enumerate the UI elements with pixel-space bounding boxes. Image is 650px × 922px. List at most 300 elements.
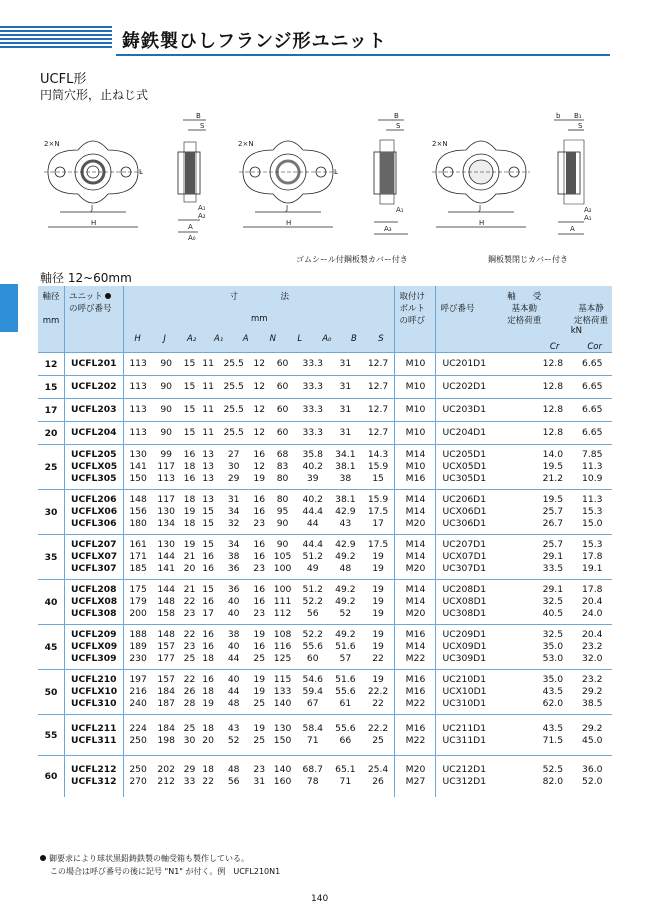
table-cell xyxy=(152,756,180,797)
table-cell xyxy=(152,490,180,535)
cell-value: 171 xyxy=(129,550,147,562)
table-cell xyxy=(436,353,533,376)
bore-cell: 35 xyxy=(38,535,65,580)
dim-col-header: A₁ xyxy=(214,334,224,344)
cell-value: 38.1 xyxy=(335,460,356,472)
table-cell xyxy=(329,715,362,756)
cell-value: 22 xyxy=(183,673,196,685)
table-cell xyxy=(180,422,199,445)
cell-value: 25 xyxy=(183,722,196,734)
cell-value: UC310D1 xyxy=(442,698,487,710)
dim-col-header: J xyxy=(163,334,166,344)
table-cell xyxy=(217,580,250,625)
table-cell xyxy=(152,445,180,490)
table-cell xyxy=(269,715,297,756)
col-bore: 軸径 mm xyxy=(38,286,65,353)
cell-value: 105 xyxy=(273,550,292,562)
table-cell xyxy=(436,756,533,797)
cell-value: UCX08D1 xyxy=(442,595,487,607)
cell-value: 23 xyxy=(183,640,196,652)
cell-value: 15 xyxy=(183,403,196,415)
cell-value: 49.2 xyxy=(335,628,356,640)
cell-value: 90 xyxy=(160,357,173,369)
cell-value: 51.2 xyxy=(302,550,324,562)
svg-text:A₂: A₂ xyxy=(198,212,206,220)
cell-value: UC208D1 xyxy=(442,583,487,595)
cell-value: 18 xyxy=(202,685,214,697)
cell-value: 19.5 xyxy=(542,493,564,505)
cell-value: 48 xyxy=(227,764,240,776)
cell-value: M22 xyxy=(405,735,426,746)
cell-value: 198 xyxy=(157,735,175,746)
cell-value: 78 xyxy=(306,776,319,788)
cell-value: UC206D1 xyxy=(442,493,487,505)
cell-value: 111 xyxy=(273,595,292,607)
cell-value: 68 xyxy=(276,448,289,460)
cell-value: 15.0 xyxy=(582,518,603,530)
cell-value: 33.3 xyxy=(302,403,324,415)
table-cell xyxy=(395,715,436,756)
dim-col-header: A₀ xyxy=(322,334,332,344)
cell-value: 42.9 xyxy=(335,538,356,550)
cell-value: 52.2 xyxy=(302,628,324,640)
svg-text:B: B xyxy=(196,112,201,120)
table-cell xyxy=(395,422,436,445)
cell-value: 90 xyxy=(276,538,289,550)
table-cell xyxy=(573,625,612,670)
col-bearing: 軸 受 呼び番号 基本動 定格荷重 基本静 定格荷重 kN Cr Cor xyxy=(436,286,612,353)
cell-value: 230 xyxy=(129,653,147,665)
cell-value: 113 xyxy=(129,357,147,369)
cell-value: 189 xyxy=(129,640,147,652)
cell-value: M10 xyxy=(405,380,426,392)
table-row xyxy=(38,715,612,756)
cell-value: 15 xyxy=(202,505,214,517)
cell-value: 25.5 xyxy=(223,357,244,369)
cell-value: 25.4 xyxy=(367,764,389,776)
table-header xyxy=(38,286,612,353)
table-row xyxy=(38,422,612,445)
cell-value: 19 xyxy=(372,673,384,685)
cell-value: UC312D1 xyxy=(442,776,487,788)
cell-value: 26 xyxy=(372,776,384,788)
table-cell xyxy=(329,399,362,422)
cell-value: 16 xyxy=(253,538,266,550)
table-cell xyxy=(199,625,218,670)
cell-value: 16 xyxy=(202,640,214,652)
dimension-table xyxy=(38,286,612,797)
table-cell xyxy=(180,756,199,797)
svg-text:b: b xyxy=(556,112,561,120)
cell-value: 16 xyxy=(253,505,266,517)
cell-value: M16 xyxy=(405,722,426,734)
cell-value: M27 xyxy=(405,776,426,788)
cell-value: UCFL204 xyxy=(71,426,117,438)
col-unit-no: ユニット の呼び番号 xyxy=(65,286,124,353)
cell-value: 158 xyxy=(157,608,175,620)
table-cell xyxy=(362,353,395,376)
table-cell xyxy=(250,353,269,376)
cell-value: 17.5 xyxy=(367,505,389,517)
cell-value: UC202D1 xyxy=(442,380,487,392)
cell-value: 11 xyxy=(202,380,214,392)
cell-value: 56 xyxy=(227,776,240,788)
cell-value: M10 xyxy=(405,357,426,369)
table-cell xyxy=(250,422,269,445)
cell-value: 68.7 xyxy=(302,764,324,776)
svg-text:2×N: 2×N xyxy=(238,140,254,148)
model-name: UCFL形 xyxy=(40,72,87,87)
cell-value: 6.65 xyxy=(582,357,603,369)
cell-value: 15 xyxy=(202,518,214,530)
cell-value: 12.7 xyxy=(367,357,389,369)
cell-value: 16 xyxy=(253,550,266,562)
cell-value: 23 xyxy=(253,518,266,530)
table-cell xyxy=(65,490,124,535)
cell-value: M16 xyxy=(405,685,426,697)
cell-value: 13 xyxy=(202,448,214,460)
cell-value: 17.8 xyxy=(582,550,603,562)
table-cell xyxy=(395,353,436,376)
table-cell xyxy=(250,445,269,490)
cell-value: 25 xyxy=(253,698,266,710)
cell-value: UCFL309 xyxy=(71,653,117,665)
cell-value: 56 xyxy=(306,608,319,620)
cell-value: 15 xyxy=(183,426,196,438)
cell-value: 180 xyxy=(129,518,147,530)
table-cell xyxy=(395,625,436,670)
cell-value: 71 xyxy=(306,735,319,746)
cell-value: 188 xyxy=(129,628,147,640)
cell-value: 179 xyxy=(129,595,147,607)
table-cell xyxy=(297,715,330,756)
cell-value: 24.0 xyxy=(582,608,603,620)
cell-value: 38 xyxy=(227,628,240,640)
cell-value: 16 xyxy=(253,583,266,595)
cell-value: M22 xyxy=(405,698,426,710)
svg-text:2×N: 2×N xyxy=(432,140,448,148)
table-cell xyxy=(362,376,395,399)
table-cell xyxy=(533,399,572,422)
title-bar xyxy=(0,0,650,52)
table-cell xyxy=(250,580,269,625)
title-underline xyxy=(116,54,610,56)
cell-value: 25 xyxy=(372,735,384,746)
cell-value: 60 xyxy=(276,380,289,392)
cell-value: 177 xyxy=(157,653,175,665)
table-cell xyxy=(124,376,153,399)
cell-value: 144 xyxy=(157,550,175,562)
cell-value: UCFL209 xyxy=(71,628,117,640)
cell-value: UCFL305 xyxy=(71,473,117,485)
table-cell xyxy=(180,399,199,422)
table-cell xyxy=(269,490,297,535)
table-cell xyxy=(573,535,612,580)
table-cell xyxy=(573,715,612,756)
cell-value: 16 xyxy=(202,595,214,607)
cell-value: 51.6 xyxy=(335,673,356,685)
table-cell xyxy=(362,535,395,580)
cell-value: 58.4 xyxy=(302,722,324,734)
table-cell xyxy=(297,399,330,422)
table-cell xyxy=(329,625,362,670)
cell-value: 82.0 xyxy=(542,776,564,788)
cell-value: 90 xyxy=(276,518,289,530)
cell-value: 26.7 xyxy=(542,518,564,530)
table-row xyxy=(38,490,612,535)
cell-value: UCFL202 xyxy=(71,380,117,392)
svg-text:A₁: A₁ xyxy=(396,206,404,214)
cell-value: UCFLX08 xyxy=(71,595,118,607)
cell-value: 6.65 xyxy=(582,403,603,415)
cell-value: 31 xyxy=(227,493,240,505)
cell-value: 44.4 xyxy=(302,505,324,517)
table-cell xyxy=(395,490,436,535)
cell-value: 34 xyxy=(227,505,240,517)
table-cell xyxy=(269,376,297,399)
table-cell xyxy=(250,756,269,797)
table-cell xyxy=(573,756,612,797)
cell-value: 6.65 xyxy=(582,380,603,392)
table-cell xyxy=(180,353,199,376)
table-cell xyxy=(573,422,612,445)
footnote-line2: この場合は呼び番号の後に記号 "N1" が付く。例 UCFL210N1 xyxy=(50,867,281,876)
cell-value: 11 xyxy=(202,403,214,415)
cell-value: 17.8 xyxy=(582,583,603,595)
cell-value: 43.5 xyxy=(542,722,564,734)
table-cell xyxy=(152,670,180,715)
col-dimensions: 寸 法 mm H J A₂ A₁ A N L A₀ B S xyxy=(124,286,395,353)
table-cell xyxy=(533,670,572,715)
table-cell xyxy=(250,715,269,756)
cell-value: 113 xyxy=(129,403,147,415)
cell-value: 29 xyxy=(227,473,240,485)
cell-value: 17 xyxy=(372,518,384,530)
svg-text:J: J xyxy=(479,204,482,212)
cell-value: 40.2 xyxy=(302,493,324,505)
table-cell xyxy=(362,756,395,797)
cell-value: 80 xyxy=(276,473,289,485)
cell-value: UCFL306 xyxy=(71,518,117,530)
table-cell xyxy=(65,580,124,625)
cell-value: 53.0 xyxy=(542,653,564,665)
cell-value: 18 xyxy=(202,764,214,776)
cell-value: M16 xyxy=(405,673,426,685)
cell-value: 34 xyxy=(227,538,240,550)
svg-text:J: J xyxy=(286,204,289,212)
cell-value: M14 xyxy=(405,583,426,595)
cell-value: M14 xyxy=(405,595,426,607)
cell-value: 23 xyxy=(253,764,266,776)
cell-value: 148 xyxy=(129,493,147,505)
table-cell xyxy=(395,535,436,580)
cell-value: UCFL205 xyxy=(71,448,117,460)
cell-value: UCFLX09 xyxy=(71,640,118,652)
cell-value: 16 xyxy=(183,448,196,460)
cell-value: 13 xyxy=(202,460,214,472)
table-cell xyxy=(329,580,362,625)
table-row xyxy=(38,580,612,625)
cell-value: 22 xyxy=(183,628,196,640)
table-cell xyxy=(269,535,297,580)
bore-cell: 60 xyxy=(38,756,65,797)
cell-value: UC212D1 xyxy=(442,764,487,776)
cell-value: 16 xyxy=(253,595,266,607)
table-cell xyxy=(217,399,250,422)
table-cell xyxy=(65,535,124,580)
svg-text:A₃: A₃ xyxy=(384,225,392,233)
table-cell xyxy=(297,376,330,399)
table-cell xyxy=(533,715,572,756)
table-cell xyxy=(269,580,297,625)
svg-text:A₁: A₁ xyxy=(198,204,206,212)
table-cell xyxy=(362,715,395,756)
cell-value: UC211D1 xyxy=(442,722,487,734)
cell-value: 25 xyxy=(183,653,196,665)
cell-value: 18 xyxy=(183,493,196,505)
table-cell xyxy=(533,445,572,490)
cell-value: 11 xyxy=(202,357,214,369)
cell-value: 30 xyxy=(183,735,196,746)
table-cell xyxy=(65,445,124,490)
table-cell xyxy=(250,399,269,422)
cell-value: M16 xyxy=(405,473,426,485)
cell-value: 16 xyxy=(253,493,266,505)
technical-drawings xyxy=(38,112,618,272)
cell-value: 36.0 xyxy=(582,764,603,776)
svg-text:A: A xyxy=(570,225,575,233)
cell-value: UCFL201 xyxy=(71,357,117,369)
cell-value: 52 xyxy=(339,608,352,620)
cell-value: UCFL308 xyxy=(71,608,117,620)
cell-value: 52.5 xyxy=(542,764,564,776)
cell-value: 12 xyxy=(253,380,266,392)
cell-value: 6.65 xyxy=(582,426,603,438)
cell-value: 49.2 xyxy=(335,583,356,595)
cell-value: 43.5 xyxy=(542,685,564,697)
svg-text:J: J xyxy=(91,204,94,212)
footnote-line1: 御要求により球状黒鉛鋳鉄製の軸受箱も製作している。 xyxy=(40,853,249,864)
table-cell xyxy=(152,715,180,756)
cell-value: 19 xyxy=(202,698,214,710)
cell-value: 55.6 xyxy=(302,640,324,652)
cell-value: 150 xyxy=(129,473,147,485)
svg-text:H: H xyxy=(91,219,97,227)
cell-value: UCFL307 xyxy=(71,563,117,575)
cell-value: 83 xyxy=(276,460,289,472)
table-row xyxy=(38,376,612,399)
cell-value: 29.1 xyxy=(542,583,564,595)
cell-value: 156 xyxy=(129,505,147,517)
table-cell xyxy=(65,715,124,756)
cell-value: 99 xyxy=(160,448,173,460)
cell-value: UC204D1 xyxy=(442,426,487,438)
cell-value: UCX09D1 xyxy=(442,640,487,652)
cell-value: 38 xyxy=(339,473,352,485)
cell-value: 13 xyxy=(202,493,214,505)
cell-value: 187 xyxy=(157,698,175,710)
table-cell xyxy=(152,535,180,580)
cell-value: 38 xyxy=(227,550,240,562)
cell-value: 25.5 xyxy=(223,403,244,415)
cell-value: 60 xyxy=(276,426,289,438)
caption-closed-cover: 鋼板製閉じカバー付き xyxy=(488,255,568,264)
table-cell xyxy=(395,445,436,490)
cell-value: 19 xyxy=(372,550,384,562)
cell-value: 49.2 xyxy=(335,595,356,607)
table-cell xyxy=(297,353,330,376)
table-cell xyxy=(65,422,124,445)
cell-value: 51.6 xyxy=(335,640,356,652)
cell-value: 141 xyxy=(129,460,147,472)
cell-value: 57 xyxy=(339,653,352,665)
cell-value: 15.9 xyxy=(367,493,389,505)
table-cell xyxy=(573,399,612,422)
cell-value: 48 xyxy=(227,698,240,710)
cell-value: 19 xyxy=(372,563,384,575)
table-cell xyxy=(533,376,572,399)
drawing-side-2 xyxy=(374,112,408,234)
drawing-side-1 xyxy=(178,112,206,242)
bore-cell: 50 xyxy=(38,670,65,715)
cell-value: 117 xyxy=(157,460,175,472)
table-cell xyxy=(199,490,218,535)
cell-value: 59.4 xyxy=(302,685,324,697)
bore-cell: 15 xyxy=(38,376,65,399)
table-cell xyxy=(217,353,250,376)
cell-value: 12.7 xyxy=(367,426,389,438)
cell-value: UC305D1 xyxy=(442,473,487,485)
cell-value: 38.1 xyxy=(335,493,356,505)
cell-value: 16 xyxy=(202,628,214,640)
cell-value: 22 xyxy=(202,776,214,788)
cell-value: 184 xyxy=(157,722,175,734)
cell-value: 95 xyxy=(276,505,289,517)
table-cell xyxy=(533,490,572,535)
cell-value: 32.5 xyxy=(542,595,564,607)
cell-value: 23.2 xyxy=(582,640,603,652)
table-cell xyxy=(329,376,362,399)
table-cell xyxy=(573,670,612,715)
cell-value: 130 xyxy=(273,722,292,734)
svg-text:H: H xyxy=(286,219,292,227)
table-cell xyxy=(217,535,250,580)
bore-cell: 40 xyxy=(38,580,65,625)
table-cell xyxy=(573,445,612,490)
dim-col-header: N xyxy=(269,334,276,344)
table-cell xyxy=(65,353,124,376)
table-cell xyxy=(297,422,330,445)
table-cell xyxy=(152,376,180,399)
table-cell xyxy=(436,580,533,625)
cell-value: 175 xyxy=(129,583,147,595)
cell-value: M10 xyxy=(405,403,426,415)
col-bolt: 取付け ボルト の呼び xyxy=(395,286,436,353)
cell-value: 36 xyxy=(227,583,240,595)
svg-text:A: A xyxy=(188,223,193,231)
table-cell xyxy=(329,535,362,580)
cell-value: 62.0 xyxy=(542,698,564,710)
bore-cell: 55 xyxy=(38,715,65,756)
cell-value: 19.1 xyxy=(582,563,603,575)
cell-value: 240 xyxy=(129,698,147,710)
cell-value: 12 xyxy=(253,460,266,472)
table-cell xyxy=(152,580,180,625)
cell-value: 32.5 xyxy=(542,628,564,640)
cell-value: 31 xyxy=(339,380,352,392)
table-cell xyxy=(217,490,250,535)
table-cell xyxy=(362,445,395,490)
